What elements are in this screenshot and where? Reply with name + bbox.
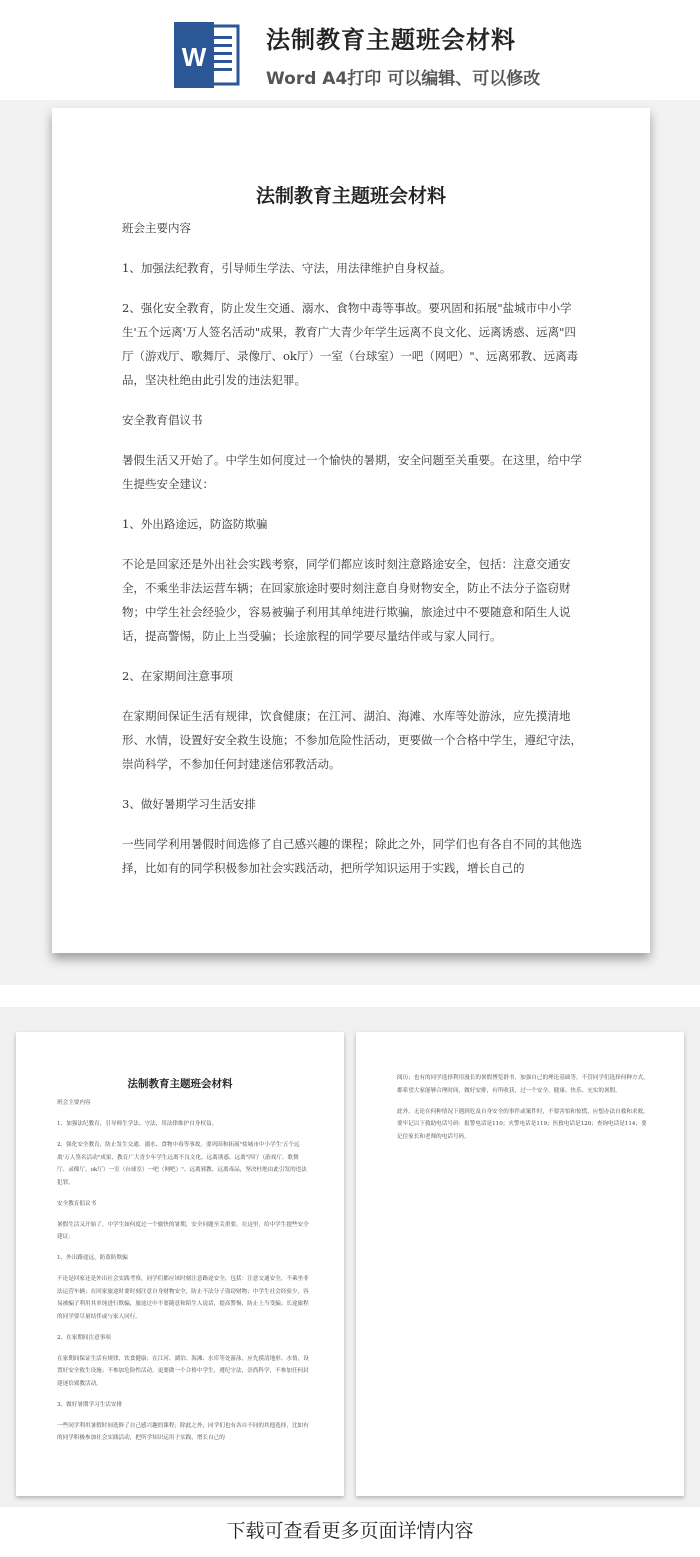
section-heading: 2、在家期间注意事项: [122, 669, 233, 683]
paragraph: 1、加强法纪教育，引导师生学法、守法，用法律维护自身权益。: [122, 261, 452, 275]
paragraph: 1、加强法纪教育，引导师生学法、守法，用法律维护自身权益。: [57, 1121, 218, 1127]
paragraph: 2、强化安全教育，防止发生交通、溺水、食物中毒等事故。要巩固和拓展"盐城市中小学生'五个远离'万人签名活动"成果，教育广大青少年学生远离不良文化、远离诱惑、远离"四厅（游戏厅、歌舞厅、录像厅、ok厅）一室（台球室）一吧（网吧）"、远离邪教、远离毒品，坚决杜绝由此引发的违法犯罪。: [122, 301, 579, 387]
main-page-preview[interactable]: [52, 108, 650, 953]
section-heading: 3、做好暑期学习生活安排: [122, 797, 256, 811]
paragraph: 班会主要内容: [122, 221, 191, 235]
paragraph: 一些同学利用暑假时间选修了自己感兴趣的课程；除此之外，同学们也有各自不同的其他选择，比如有的同学积极参加社会实践活动，把所学知识运用于实践，增长自己的: [57, 1422, 309, 1441]
separator: [0, 985, 700, 1007]
section-heading: 3、做好暑期学习生活安排: [57, 1401, 123, 1408]
header-title: 法制教育主题班会材料: [266, 26, 516, 54]
header-banner: [0, 0, 700, 100]
paragraph: 暑假生活又开始了。中学生如何度过一个愉快的暑期，安全问题至关重要。在这里，给中学生提些安全建议：: [122, 453, 582, 491]
paragraph: 阅历；也有的同学选择利用漫长的暑假博览群书，加强自己的理论基础等。不管同学们选择何种方式，都希望大家能够合理时间，做好安排，有所收获，过一个安全、健康、快乐、充实的暑假。: [397, 1075, 649, 1094]
thumbnail-title: 法制教育主题班会材料: [127, 1078, 233, 1090]
paragraph: 一些同学利用暑假时间选修了自己感兴趣的课程；除此之外，同学们也有各自不同的其他选择，比如有的同学积极参加社会实践活动，把所学知识运用于实践，增长自己的: [122, 837, 582, 875]
header-subtitle: Word A4打印 可以编辑、可以修改: [266, 69, 541, 89]
svg-text:W: W: [181, 42, 207, 72]
thumbnail-body: [397, 1072, 649, 1152]
paragraph: 此外，无论在何种情况下遇到危及自身安全的事件或案件时，不要害怕和惊慌，应想办法自救和求救，要牢记以下救助电话号码：报警电话是110；火警电话是119；医救电话是120；查询电话是114；要记住家长和老师的电话号码。: [397, 1108, 649, 1140]
document-body: [122, 216, 584, 896]
section-heading: 1、外出路途远，防盗防欺骗: [57, 1255, 128, 1261]
section-heading: 安全教育倡议书: [57, 1200, 97, 1207]
paragraph: 在家期间保证生活有规律，饮食健康；在江河、湖泊、海滩、水库等处游泳，应先摸清地形、水情，设置好安全救生设施；不参加危险性活动，更要做一个合格中学生，遵纪守法，崇尚科学，不参加任何封建迷信邪教活动。: [122, 709, 582, 771]
page-thumbnail-2[interactable]: [356, 1032, 684, 1496]
paragraph: 班会主要内容: [57, 1100, 91, 1106]
section-heading: 安全教育倡议书: [122, 413, 203, 427]
paragraph: 在家期间保证生活有规律，饮食健康；在江河、湖泊、海滩、水库等处游泳，应先摸清地形、水情，设置好安全救生设施；不参加危险性活动，更要做一个合格中学生，遵纪守法，崇尚科学，不参加任何封建迷信邪教活动。: [57, 1355, 309, 1387]
page-thumbnail-1[interactable]: [16, 1032, 344, 1496]
paragraph: 2、强化安全教育，防止发生交通、溺水、食物中毒等事故。要巩固和拓展"盐城市中小学生'五个远离'万人签名活动"成果，教育广大青少年学生远离不良文化、远离诱惑、远离"四厅（游戏厅、歌舞厅、录像厅、ok厅）一室（台球室）一吧（网吧）"、远离邪教、远离毒品，坚决杜绝由此引发的违法犯罪。: [57, 1142, 307, 1186]
document-title: 法制教育主题班会材料: [255, 185, 446, 207]
section-heading: 1、外出路途远，防盗防欺骗: [122, 517, 268, 531]
download-hint[interactable]: 下载可查看更多页面详情内容: [0, 1507, 700, 1557]
paragraph: 不论是回家还是外出社会实践考察，同学们都应该时刻注意路途安全，包括：注意交通安全，不乘坐非法运营车辆；在回家旅途时要时刻注意自身财物安全，防止不法分子盗窃财物；中学生社会经验少，容易被骗子利用其单纯进行欺骗，旅途过中不要随意和陌生人说话，提高警惕，防止上当受骗；长途旅程的同学要尽量结伴或与家人同行。: [122, 557, 571, 643]
paragraph: 不论是回家还是外出社会实践考察，同学们都应该时刻注意路途安全，包括：注意交通安全，不乘坐非法运营车辆；在回家旅途时要时刻注意自身财物安全，防止不法分子盗窃财物；中学生社会经验少，容易被骗子利用其单纯进行欺骗，旅途过中不要随意和陌生人说话，提高警惕，防止上当受骗；长途旅程的同学要尽量结伴或与家人同行。: [57, 1276, 309, 1320]
section-heading: 2、在家期间注意事项: [57, 1334, 111, 1341]
thumbnail-body: [57, 1097, 309, 1453]
paragraph: 暑假生活又开始了。中学生如何度过一个愉快的暑期，安全问题至关重要。在这里，给中学生提些安全建议：: [57, 1221, 309, 1240]
word-doc-icon: [174, 22, 240, 88]
